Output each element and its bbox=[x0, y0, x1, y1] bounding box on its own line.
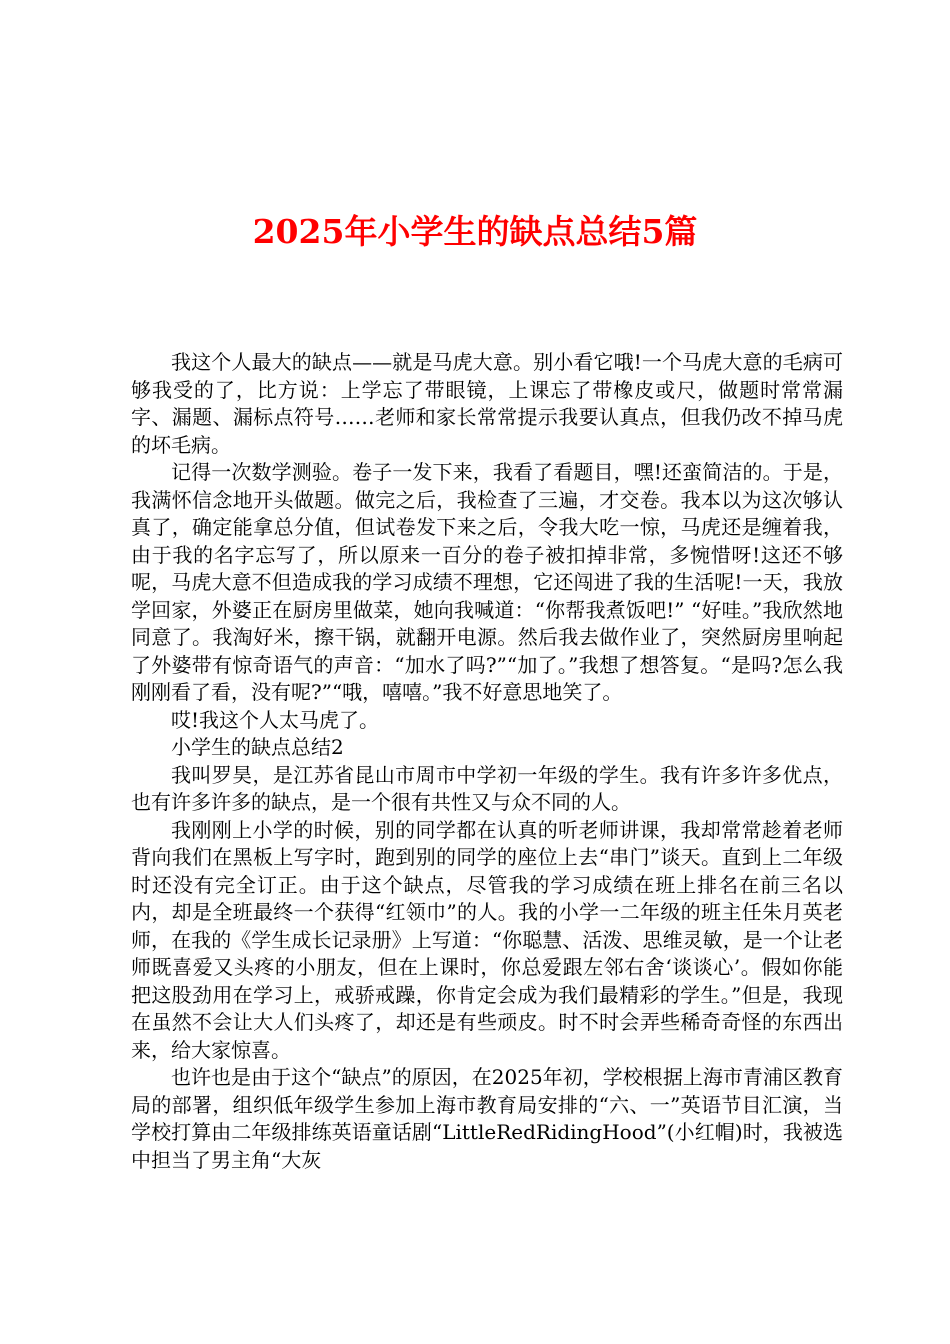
paragraph: 我刚刚上小学的时候，别的同学都在认真的听老师讲课，我却常常趁着老师背向我们在黑板上写字时，跑到别的同学的座位上去“串门”谈天。直到上二年级时还没有完全订正。由于这个缺点，尽管我的学习成绩在班上排名在前三名以内，却是全班最终一个获得“红领巾”的人。我的小学一二年级的班主任朱月英老师，在我的《学生成长记录册》上写道：“你聪慧、活泼、思维灵敏，是一个让老师既喜爱又头疼的小朋友，但在上课时，你总爱跟左邻右舍‘谈谈心’。假如你能把这股劲用在学习上，戒骄戒躁，你肯定会成为我们最精彩的学生。”但是，我现在虽然不会让大人们头疼了，却还是有些顽皮。时不时会弄些稀奇奇怪的东西出来，给大家惊喜。 bbox=[131, 817, 843, 1062]
paragraph: 我这个人最大的缺点——就是马虎大意。别小看它哦!一个马虎大意的毛病可够我受的了，比方说：上学忘了带眼镜，上课忘了带橡皮或尺，做题时常常漏字、漏题、漏标点符号……老师和家长常常提示我要认真点，但我仍改不掉马虎的坏毛病。 bbox=[131, 350, 843, 457]
paragraph: 哎!我这个人太马虎了。 bbox=[171, 707, 380, 732]
document-title: 2025年小学生的缺点总结5篇 bbox=[252, 212, 698, 251]
paragraph: 记得一次数学测验。卷子一发下来，我看了看题目，嘿!还蛮简洁的。于是，我满怀信念地开头做题。做完之后，我检查了三遍，才交卷。我本以为这次够认真了，确定能拿总分值，但试卷发下来之后，令我大吃一惊，马虎还是缠着我，由于我的名字忘写了，所以原来一百分的卷子被扣掉非常，多惋惜呀!这还不够呢，马虎大意不但造成我的学习成绩不理想，它还闯进了我的生活呢!一天，我放学回家，外婆正在厨房里做菜，她向我喊道：“你帮我煮饭吧!” “好哇。”我欣然地同意了。我淘好米，擦干锅，就翻开电源。然后我去做作业了，突然厨房里响起了外婆带有惊奇语气的声音：“加水了吗?”“加了。”我想了想答复。“是吗?怎么我刚刚看了看，没有呢?”“哦，嘻嘻。”我不好意思地笑了。 bbox=[131, 460, 843, 704]
document-body bbox=[131, 349, 843, 1174]
paragraph: 我叫罗昊，是江苏省昆山市周市中学初一年级的学生。我有许多许多优点，也有许多许多的缺点，是一个很有共性又与众不同的人。 bbox=[131, 762, 843, 814]
section-heading: 小学生的缺点总结2 bbox=[171, 735, 344, 759]
paragraph: 也许也是由于这个“缺点”的原因，在2025年初，学校根据上海市青浦区教育局的部署，组织低年级学生参加上海市教育局安排的“六、一”英语节目汇演，当学校打算由二年级排练英语童话剧“LittleRedRidingHood”(小红帽)时，我被选中担当了男主角“大灰 bbox=[131, 1065, 843, 1172]
